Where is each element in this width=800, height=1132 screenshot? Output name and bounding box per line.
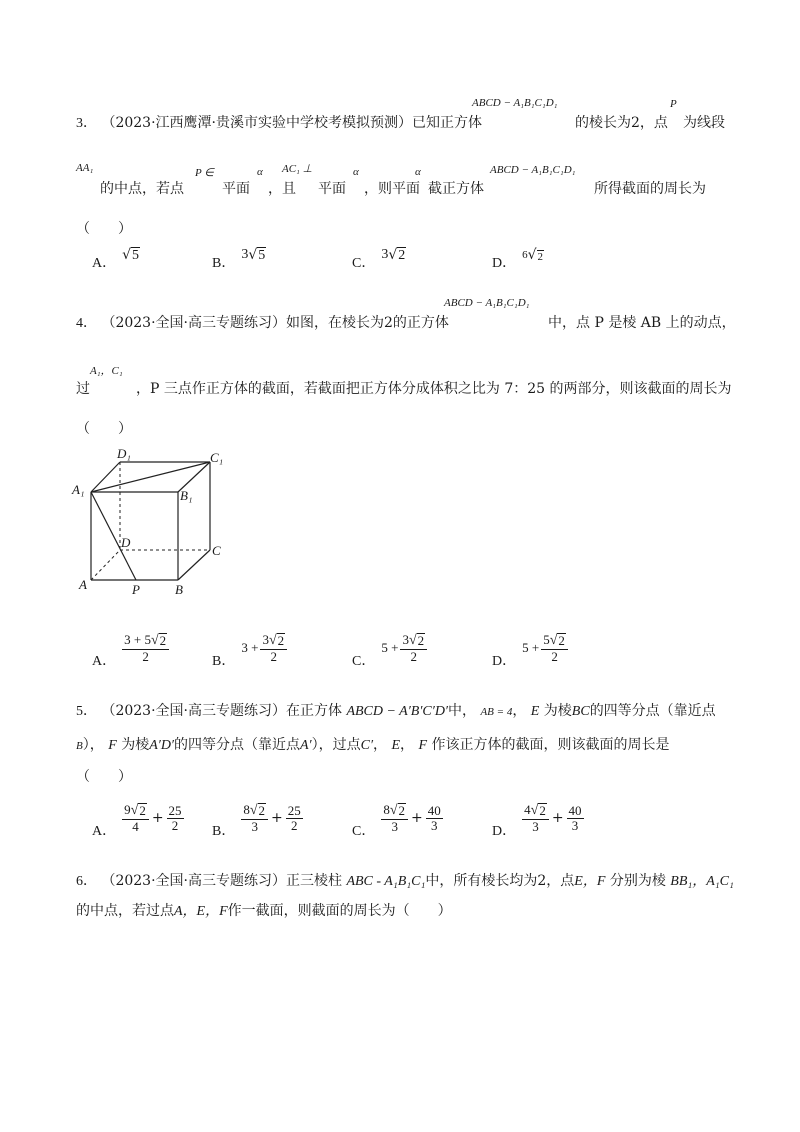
radicand: 2 <box>398 803 406 819</box>
label-c1: C₁ <box>210 450 224 465</box>
label-b: B <box>175 582 183 597</box>
option-label: D． <box>492 654 517 669</box>
option-label: B． <box>212 654 236 669</box>
sqrt-expr: √ 2 <box>549 632 565 649</box>
q5-ab: AB = 4 <box>480 706 513 718</box>
coefficient: 3 <box>381 247 389 262</box>
radicand: 5 <box>132 247 140 263</box>
q5-option-c[interactable] <box>352 796 443 840</box>
q3-text9: 所得截面的周长为 <box>594 181 706 197</box>
q6-edges: BB₁，A₁C₁ <box>670 874 734 889</box>
q6-line2 <box>76 900 452 920</box>
option-label: A． <box>92 654 117 669</box>
num-part: 9 <box>124 801 131 817</box>
sqrt-expr: √ 2 <box>150 632 167 649</box>
option-label: B． <box>212 824 236 839</box>
q4-text1: 中，点 P 是棱 AB 上的动点， <box>548 315 736 331</box>
q5-option-b[interactable] <box>212 796 303 840</box>
num-part: 3 <box>402 631 409 647</box>
radicand: 2 <box>398 247 406 263</box>
q3-option-c[interactable] <box>352 247 406 272</box>
fraction-1 <box>522 803 549 833</box>
q5-line2 <box>76 734 670 754</box>
plus-sign: + <box>411 810 423 826</box>
fraction-1 <box>241 803 268 833</box>
label-p: P <box>132 582 140 597</box>
prefix: 3 + <box>241 640 259 655</box>
q5-option-a[interactable] <box>92 796 184 840</box>
coefficient: 3 <box>241 247 249 262</box>
denominator: 2 <box>270 648 278 664</box>
num-part: 4 <box>524 801 531 817</box>
sqrt-expr: √ 2 <box>527 247 544 263</box>
q5-f-2: F <box>418 738 428 753</box>
denominator: 2 <box>410 648 418 664</box>
q3-number: 3． <box>76 116 97 131</box>
q5-c-prime: C′ <box>360 738 374 753</box>
label-b1: B₁ <box>180 488 193 503</box>
radicand: 2 <box>417 633 425 649</box>
q5-e: E <box>530 704 540 719</box>
q5-text7: 的四等分点（靠近点 <box>174 737 300 753</box>
q5-line1 <box>76 700 716 720</box>
q3-line1 <box>76 112 482 132</box>
edge-b-c <box>178 550 210 580</box>
sqrt-expr: √ 2 <box>408 632 425 649</box>
q5-text6: 为棱 <box>121 737 150 753</box>
edge-a-d-hidden <box>91 550 120 580</box>
option-label: C． <box>352 824 376 839</box>
q4-number: 4． <box>76 316 97 331</box>
q4-cube-figure <box>70 446 240 596</box>
q3-source: （2023·江西鹰潭·贵溪市实验中学校考模拟预测）已知正方体 <box>101 115 482 131</box>
q3-option-d[interactable] <box>492 247 544 272</box>
numerator: 40 <box>427 802 441 818</box>
radicand: 2 <box>537 250 544 263</box>
denominator: 4 <box>132 818 139 834</box>
denominator: 2 <box>291 817 298 833</box>
num-part: 3 <box>262 631 269 647</box>
denominator: 2 <box>142 648 149 664</box>
plus-sign: + <box>151 810 164 826</box>
radicand: 2 <box>558 633 565 649</box>
numerator: 25 <box>168 802 182 818</box>
fraction-2 <box>567 804 584 832</box>
label-a: A <box>79 577 87 592</box>
q5-text4: 的四等分点（靠近点 <box>589 703 716 719</box>
denominator: 3 <box>431 817 438 833</box>
q5-cube-expr: ABCD − A′B′C′D′ <box>346 704 448 719</box>
q4-points: A₁，C₁ <box>90 365 123 377</box>
q5-b: B <box>76 740 83 752</box>
sqrt-expr: √ 5 <box>122 247 140 264</box>
q3-cube-expr-2: ABCD − A₁B₁C₁D₁ <box>490 164 576 176</box>
sqrt-expr: √ 2 <box>249 802 266 819</box>
numerator <box>241 803 268 820</box>
radicand: 2 <box>139 803 146 819</box>
radicand: 2 <box>539 803 546 819</box>
prefix: 5 + <box>381 640 399 655</box>
fraction-2 <box>167 804 184 832</box>
sqrt-expr: √ 2 <box>530 802 546 819</box>
q3-option-a[interactable] <box>92 247 140 272</box>
q3-cube-expr: ABCD − A₁B₁C₁D₁ <box>472 97 558 109</box>
num-part: 3 + 5 <box>124 631 151 647</box>
label-d: D <box>121 535 131 550</box>
q5-text11: 作该正方体的截面，则该截面的周长是 <box>431 737 670 753</box>
option-label: A． <box>92 256 117 271</box>
q3-text6: 平面 <box>318 181 346 197</box>
sqrt-expr: √ 2 <box>388 247 406 264</box>
q3-p-in: P ∈ <box>195 167 214 179</box>
plus-sign: + <box>551 810 564 826</box>
q4-answer-parens: （ ） <box>76 421 132 437</box>
fraction-2 <box>426 804 443 832</box>
fraction-1 <box>122 803 149 833</box>
q3-text3: 的中点，若点 <box>100 181 184 197</box>
radicand: 2 <box>258 803 266 819</box>
q6-ef: E，F <box>574 874 606 889</box>
fraction <box>122 633 169 663</box>
q5-answer-parens: （ ） <box>76 769 132 785</box>
q5-a: A′ <box>300 738 312 753</box>
q3-alpha-2: α <box>353 166 359 178</box>
numerator: 25 <box>287 802 301 818</box>
q4-option-d[interactable] <box>492 626 568 670</box>
denominator: 3 <box>251 818 258 834</box>
q4-text2a: 过 <box>76 381 90 397</box>
q5-text2: ， <box>512 703 527 719</box>
q5-text9: ， <box>373 737 388 753</box>
denominator: 3 <box>391 818 398 834</box>
option-label: C． <box>352 256 376 271</box>
radicand: 5 <box>258 247 266 263</box>
label-d1: D₁ <box>117 446 131 461</box>
numerator <box>260 633 287 650</box>
option-label: A． <box>92 824 117 839</box>
edge-a1-d1 <box>91 462 120 492</box>
q3-ac1-perp: AC₁ ⊥ <box>282 163 313 175</box>
coefficient: 6 <box>522 249 528 261</box>
denominator: 3 <box>571 817 579 833</box>
numerator <box>122 803 149 820</box>
fraction <box>541 633 568 663</box>
q6-prism: ABC - A₁B₁C₁ <box>346 874 426 889</box>
fraction <box>260 633 287 663</box>
numerator <box>522 803 549 820</box>
q6-text1: 中，所有棱长均为2，点 <box>425 873 575 889</box>
numerator <box>400 633 427 650</box>
q3-text7: ，则平面 <box>364 181 420 197</box>
q3-text8: 截正方体 <box>428 181 484 197</box>
q6-points: A，E，F <box>174 904 228 919</box>
radicand: 2 <box>159 633 167 649</box>
option-label: D． <box>492 256 517 271</box>
q5-text5: ）， <box>82 737 104 753</box>
num-part: 8 <box>243 801 250 817</box>
q5-ad: A′D′ <box>149 738 174 753</box>
q6-text4: 作一截面，则截面的周长为（ ） <box>227 903 452 919</box>
numerator <box>381 803 408 820</box>
q6-source: （2023·全国·高三专题练习）正三棱柱 <box>101 873 342 889</box>
q3-alpha-3: α <box>415 166 421 178</box>
plus-sign: + <box>271 810 283 826</box>
cube-diagram <box>70 446 240 596</box>
numerator <box>122 633 169 650</box>
denominator: 3 <box>532 818 539 834</box>
q6-text3: 的中点，若过点 <box>76 903 174 919</box>
sqrt-expr: √ 2 <box>389 802 406 819</box>
q6-text2: 分别为棱 <box>609 873 666 889</box>
q3-text5: ，且 <box>268 181 296 197</box>
q5-text10: ， <box>400 737 415 753</box>
q5-f: F <box>108 738 117 753</box>
num-part: 8 <box>383 801 390 817</box>
q5-number: 5． <box>76 704 97 719</box>
numerator <box>541 633 568 650</box>
q5-text3: 为棱 <box>543 703 572 719</box>
option-label: B． <box>212 256 236 271</box>
fraction <box>400 633 427 663</box>
num-part: 5 <box>543 631 550 647</box>
q4-option-b[interactable] <box>212 626 287 670</box>
q3-point-p: P <box>670 98 677 110</box>
option-label: C． <box>352 654 376 669</box>
q5-option-d[interactable] <box>492 796 584 840</box>
q3-text4: 平面 <box>222 181 250 197</box>
q3-option-b[interactable] <box>212 247 266 272</box>
q5-text8: ），过点 <box>311 737 361 753</box>
label-c: C <box>212 543 221 558</box>
q5-source: （2023·全国·高三专题练习）在正方体 <box>101 703 342 719</box>
prefix: 5 + <box>522 640 540 655</box>
option-label: D． <box>492 824 517 839</box>
q3-text2: 为线段 <box>683 115 725 131</box>
q3-line2 <box>76 178 184 198</box>
q3-answer-parens: （ ） <box>76 221 132 237</box>
q4-source: （2023·全国·高三专题练习）如图，在棱长为2的正方体 <box>101 315 449 331</box>
denominator: 2 <box>171 817 179 833</box>
q5-e-2: E <box>391 738 401 753</box>
fraction-2 <box>286 804 303 832</box>
sqrt-expr: √ 2 <box>268 632 285 649</box>
q6-number: 6． <box>76 874 97 889</box>
q4-text2b: ，P 三点作正方体的截面，若截面把正方体分成体积之比为 7：25 的两部分，则该截面的周长为 <box>136 381 732 397</box>
sqrt-expr: √ 2 <box>130 802 146 819</box>
q4-option-a[interactable] <box>92 626 169 670</box>
q3-text1: 的棱长为2，点 <box>575 115 668 131</box>
numerator: 40 <box>568 802 582 818</box>
q4-option-c[interactable] <box>352 626 427 670</box>
q6-line1 <box>76 870 734 890</box>
q4-cube-expr: ABCD − A₁B₁C₁D₁ <box>444 297 530 309</box>
label-a1: A₁ <box>72 482 85 497</box>
sqrt-expr: √ 5 <box>248 247 266 264</box>
fraction-1 <box>381 803 408 833</box>
q5-text1: 中， <box>448 703 476 719</box>
q3-alpha: α <box>257 166 263 178</box>
q5-bc: BC <box>571 704 590 719</box>
q3-aa1: AA₁ <box>76 162 94 174</box>
radicand: 2 <box>277 633 285 649</box>
denominator: 2 <box>551 648 558 664</box>
q4-line1 <box>76 312 449 332</box>
